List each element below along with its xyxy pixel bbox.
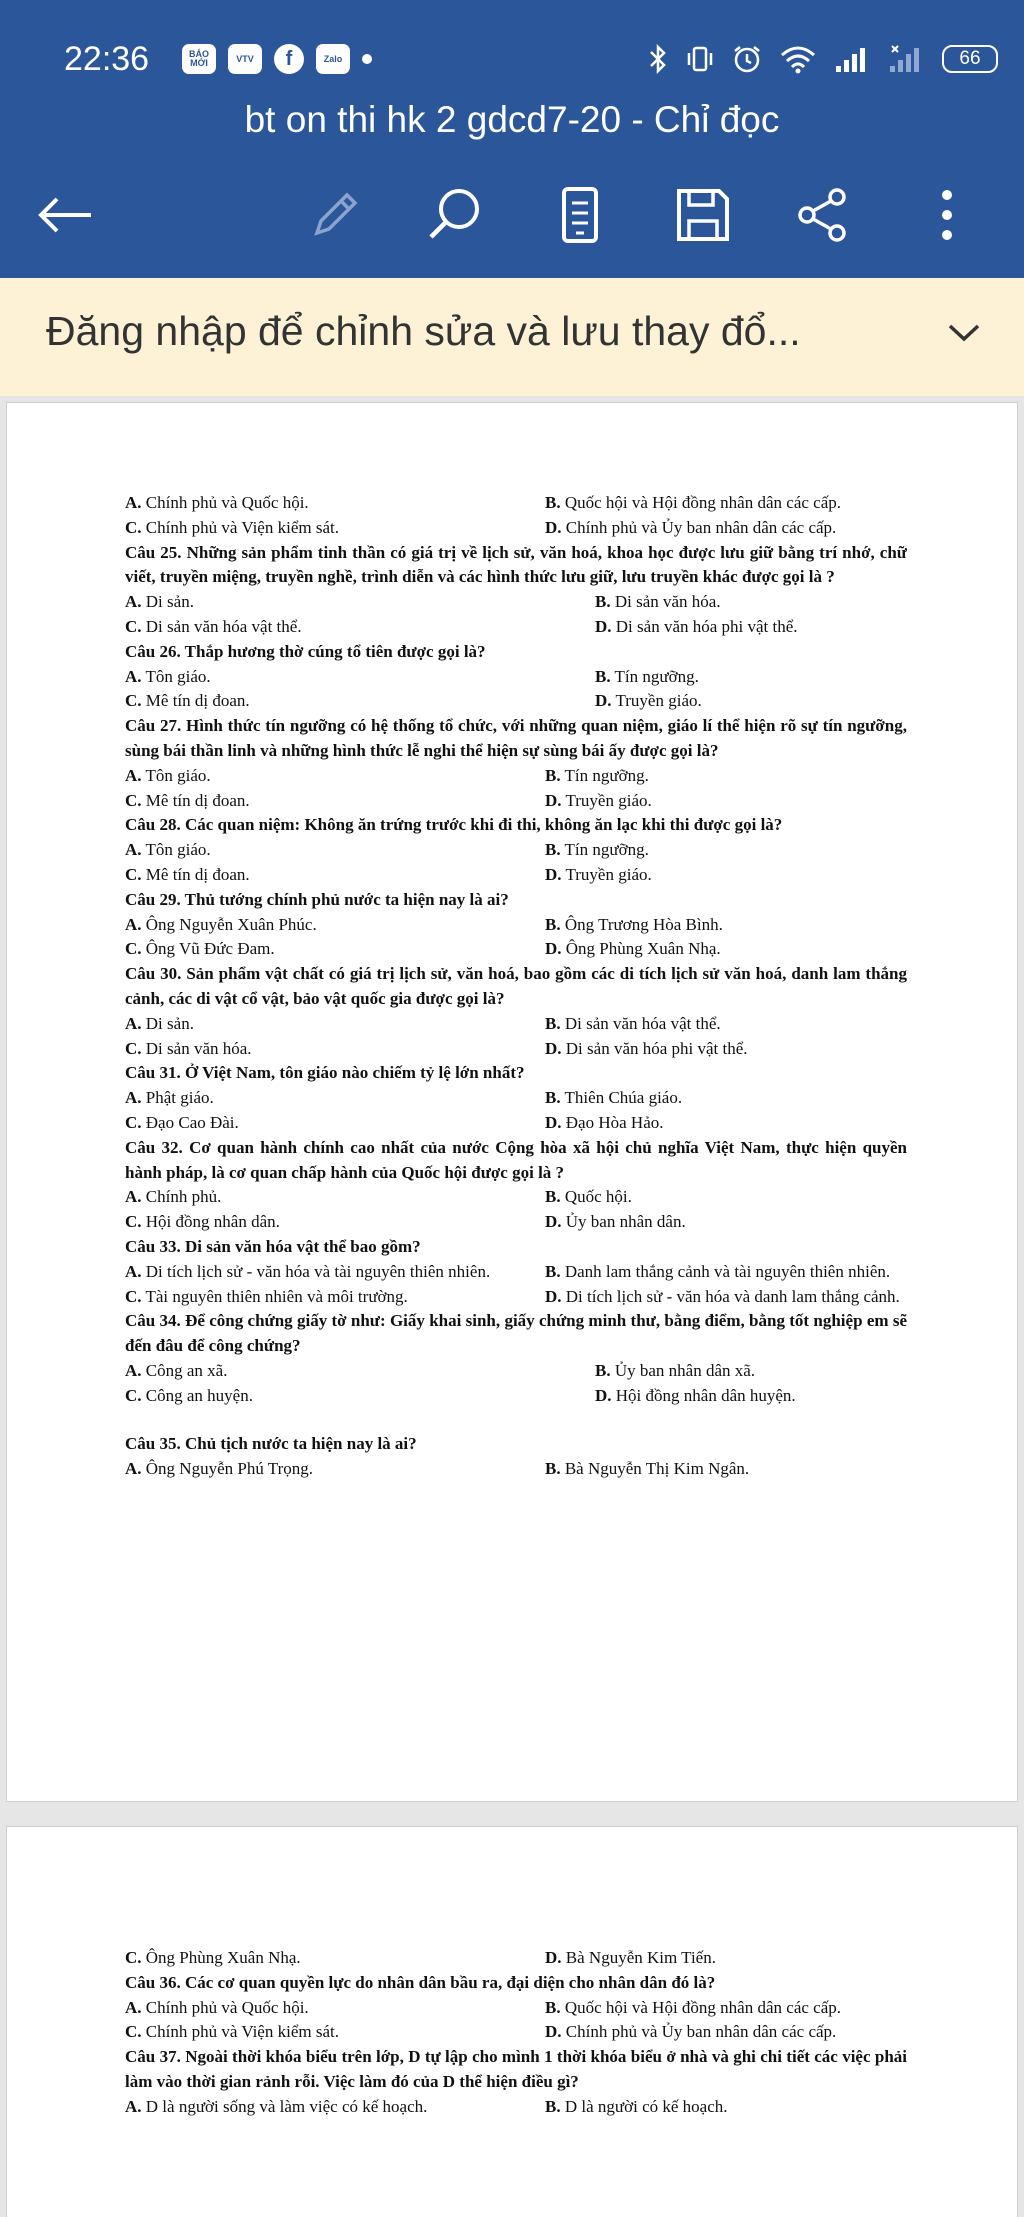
alarm-icon: [732, 44, 762, 74]
answer-options-row: [125, 1012, 907, 1037]
question-text: Câu 34. Để công chứng giấy tờ như: Giấy khai sinh, giấy chứng minh thư, bằng điểm, bằng tốt nghiệp em sẽ đến đâu để công chứng?: [125, 1311, 907, 1356]
answer-option-text: D là người sống và làm việc có kế hoạch.: [145, 2096, 428, 2116]
answer-option-letter: C.: [125, 1038, 142, 1058]
answer-option-text: Hội đồng nhân dân huyện.: [615, 1385, 796, 1405]
answer-option: [545, 764, 907, 789]
answer-option: [125, 1457, 545, 1482]
question-text: Câu 32. Cơ quan hành chính cao nhất của nước Cộng hòa xã hội chủ nghĩa Việt Nam, thực hiện quyền hành pháp, là cơ quan chấp hành của Quốc hội được gọi là ?: [125, 1137, 907, 1182]
answer-option-letter: C.: [125, 1286, 142, 1306]
answer-option-text: Chính phủ và Ủy ban nhân dân các cấp.: [565, 517, 837, 537]
answer-option-letter: D.: [545, 1112, 562, 1132]
answer-option: [595, 689, 907, 714]
answer-option-text: Thiên Chúa giáo.: [564, 1088, 683, 1108]
answer-option: [125, 491, 545, 516]
question-text: Câu 25. Những sản phẩm tinh thần có giá trị về lịch sử, văn hoá, khoa học được lưu giữ bằng trí nhớ, chữ viết, truyền miệng, truyền nghề, trình diễn và các hình thức lưu giữ, lưu truyền khác được gọi là ?: [125, 542, 907, 587]
mobile-view-icon[interactable]: [545, 180, 615, 250]
answer-options-row: [125, 1384, 907, 1409]
answer-options-row: [125, 1285, 907, 1310]
answer-option: [545, 491, 907, 516]
answer-option-letter: A.: [125, 1013, 142, 1033]
answer-option-letter: C.: [125, 616, 142, 636]
answer-option-letter: B.: [545, 1997, 561, 2017]
answer-option: [595, 665, 907, 690]
answer-option-text: Danh lam thắng cảnh và tài nguyên thiên nhiên.: [564, 1261, 891, 1281]
answer-option-letter: C.: [125, 939, 142, 959]
answer-option-text: Ủy ban nhân dân.: [565, 1212, 686, 1232]
answer-options-row: [125, 838, 907, 863]
answer-option: [125, 1037, 545, 1062]
answer-option: [545, 1946, 907, 1971]
answer-option-text: Tín ngưỡng.: [564, 765, 649, 785]
answer-option-text: Ông Vũ Đức Đam.: [145, 939, 275, 959]
answer-option-text: Di tích lịch sử - văn hóa và tài nguyên thiên nhiên.: [145, 1261, 491, 1281]
edit-pencil-icon[interactable]: [300, 180, 370, 250]
answer-option-letter: A.: [125, 592, 142, 612]
answer-options-row: [125, 1946, 907, 1971]
answer-option-text: Mê tín dị đoan.: [145, 691, 250, 711]
answer-options-row: [125, 1996, 907, 2021]
answer-option: [125, 590, 595, 615]
answer-options-row: [125, 665, 907, 690]
answer-option-letter: B.: [545, 493, 561, 512]
answer-option-text: Chính phủ.: [145, 1187, 222, 1207]
answer-option: [125, 689, 595, 714]
answer-option: [545, 789, 907, 814]
answer-option-text: Di sản.: [145, 1013, 194, 1033]
answer-option-letter: B.: [595, 592, 611, 612]
answer-option: [125, 2095, 545, 2120]
answer-option-text: Di sản.: [145, 592, 194, 612]
answer-option-letter: D.: [545, 864, 562, 884]
answer-option-letter: B.: [545, 840, 561, 860]
answer-option: [125, 516, 545, 541]
answer-option-text: Di sản văn hóa vật thể.: [145, 616, 302, 636]
answer-option-letter: D.: [595, 691, 612, 711]
answer-option-letter: A.: [125, 493, 142, 512]
answer-option-text: Chính phủ và Viện kiểm sát.: [145, 2022, 339, 2042]
answer-option-text: Truyền giáo.: [565, 790, 652, 810]
wifi-icon: [780, 44, 816, 74]
answer-option-letter: D.: [595, 616, 612, 636]
app-toolbar: [0, 150, 1024, 278]
answer-option: [125, 1996, 545, 2021]
answer-option-letter: D.: [545, 2022, 562, 2042]
answer-option: [125, 937, 545, 962]
answer-option: [125, 1111, 545, 1136]
answer-option-letter: A.: [125, 1261, 142, 1281]
answer-options-row: [125, 491, 907, 516]
answer-option: [125, 1285, 545, 1310]
answer-options-row: [125, 1210, 907, 1235]
answer-options-row: [125, 2020, 907, 2045]
answer-option: [545, 1185, 907, 1210]
battery-indicator: 66: [942, 45, 998, 73]
document-title: bt on thi hk 2 gdcd7-20 - Chỉ đọc: [0, 90, 1024, 150]
answer-option-letter: D.: [595, 1385, 612, 1405]
answer-option: [125, 764, 545, 789]
paragraph-spacer: [125, 1408, 907, 1432]
question-text: Câu 36. Các cơ quan quyền lực do nhân dân bầu ra, đại diện cho nhân dân đó là?: [125, 1972, 716, 1992]
signal-weak-icon: [888, 44, 924, 74]
clock: 22:36: [64, 40, 150, 78]
answer-option-text: Chính phủ và Viện kiểm sát.: [145, 517, 339, 537]
answer-option: [545, 1285, 907, 1310]
answer-option-letter: D.: [545, 1038, 562, 1058]
answer-option: [545, 1086, 907, 1111]
answer-option-letter: B.: [595, 666, 611, 686]
answer-option-letter: C.: [125, 517, 142, 537]
question-text: Câu 30. Sản phẩm vật chất có giá trị lịch sử, văn hoá, bao gồm các di tích lịch sử văn hoá, danh lam thắng cảnh, các di vật cổ vật, bảo vật quốc gia được gọi là?: [125, 964, 907, 1008]
answer-option-text: Chính phủ và Ủy ban nhân dân các cấp.: [565, 2022, 837, 2042]
answer-option-text: Ông Trương Hòa Bình.: [564, 914, 723, 934]
answer-option: [125, 1012, 545, 1037]
answer-option: [545, 937, 907, 962]
answer-option-letter: C.: [125, 691, 142, 711]
zalo-icon: Zalo: [316, 44, 350, 74]
answer-options-row: [125, 863, 907, 888]
answer-option-text: Di tích lịch sử - văn hóa và danh lam thắng cảnh.: [565, 1286, 900, 1306]
answer-option-text: Chính phủ và Quốc hội.: [145, 493, 309, 512]
answer-options-row: [125, 764, 907, 789]
answer-option-letter: B.: [545, 1013, 561, 1033]
answer-option-text: Tài nguyên thiên nhiên và môi trường.: [145, 1286, 408, 1306]
answer-option-text: Mê tín dị đoan.: [145, 864, 250, 884]
vibrate-icon: [686, 44, 714, 74]
answer-option-letter: D.: [545, 939, 562, 959]
answer-option-text: Ủy ban nhân dân xã.: [614, 1360, 756, 1380]
search-icon[interactable]: [420, 180, 490, 250]
answer-option: [125, 1359, 595, 1384]
answer-option-letter: B.: [545, 1187, 561, 1207]
answer-option-letter: A.: [125, 1088, 142, 1108]
answer-option-text: Di sản văn hóa phi vật thể.: [565, 1038, 748, 1058]
system-icons: [648, 44, 998, 74]
answer-options-row: [125, 1260, 907, 1285]
answer-options-row: [125, 1111, 907, 1136]
answer-option: [545, 2020, 907, 2045]
answer-option-letter: B.: [545, 1088, 561, 1108]
answer-option: [545, 1260, 907, 1285]
answer-option-letter: A.: [125, 666, 142, 686]
answer-option: [545, 913, 907, 938]
page-2-content: [125, 1946, 907, 2120]
answer-option: [125, 1384, 595, 1409]
answer-option-letter: D.: [545, 790, 562, 810]
answer-option: [545, 838, 907, 863]
answer-options-row: [125, 615, 907, 640]
answer-option-text: Công an xã.: [145, 1360, 228, 1380]
answer-option: [125, 1185, 545, 1210]
answer-option-letter: C.: [125, 1112, 142, 1132]
answer-option-text: Đạo Cao Đài.: [145, 1112, 239, 1132]
answer-option-text: Hội đồng nhân dân.: [145, 1212, 280, 1232]
answer-option-letter: C.: [125, 864, 142, 884]
answer-option-text: Bà Nguyễn Kim Tiến.: [565, 1948, 716, 1967]
answer-option: [125, 1260, 545, 1285]
answer-option-letter: C.: [125, 790, 142, 810]
notification-icons: [182, 44, 372, 74]
answer-option-text: Tôn giáo.: [145, 840, 211, 860]
answer-option: [595, 590, 907, 615]
question-text: Câu 26. Thắp hương thờ cúng tổ tiên được gọi là?: [125, 641, 486, 661]
answer-option: [595, 1384, 907, 1409]
answer-option-text: Di sản văn hóa.: [145, 1038, 252, 1058]
answer-option-text: Di sản văn hóa.: [614, 592, 721, 612]
answer-options-row: [125, 789, 907, 814]
answer-options-row: [125, 516, 907, 541]
vtv-icon: VTV: [228, 44, 262, 74]
answer-option: [125, 838, 545, 863]
answer-option-letter: A.: [125, 1187, 142, 1207]
more-notifications-dot: [362, 54, 372, 64]
baomoi-icon: BÁO MỚI: [182, 44, 216, 74]
answer-option-letter: B.: [595, 1360, 611, 1380]
signal-icon: [834, 44, 870, 74]
answer-option-text: Truyền giáo.: [615, 691, 702, 711]
answer-options-row: [125, 1185, 907, 1210]
answer-option: [125, 1086, 545, 1111]
answer-option-text: D là người có kế hoạch.: [564, 2096, 728, 2116]
answer-option-letter: A.: [125, 2096, 142, 2116]
answer-option: [125, 913, 545, 938]
answer-options-row: [125, 1037, 907, 1062]
answer-options-row: [125, 2095, 907, 2120]
answer-option-text: Di sản văn hóa phi vật thể.: [615, 616, 798, 636]
answer-option: [545, 1210, 907, 1235]
answer-option: [125, 863, 545, 888]
status-bar: [0, 0, 1024, 90]
question-text: Câu 35. Chủ tịch nước ta hiện nay là ai?: [125, 1434, 417, 1454]
question-text: Câu 33. Di sản văn hóa vật thể bao gồm?: [125, 1236, 421, 1256]
answer-option: [125, 789, 545, 814]
question-text: Câu 27. Hình thức tín ngưỡng có hệ thống tổ chức, với những quan niệm, giáo lí thể hiện rõ sự tín ngưỡng, sùng bái thần linh và những hình thức lễ nghi thể hiện sự sùng bái ấy được gọi là?: [125, 716, 907, 760]
answer-option-letter: A.: [125, 1459, 142, 1479]
back-arrow-icon[interactable]: [30, 180, 100, 250]
answer-option-letter: A.: [125, 1997, 142, 2017]
document-page-1: [6, 402, 1018, 1802]
answer-options-row: [125, 913, 907, 938]
answer-option-letter: D.: [545, 1948, 562, 1967]
answer-option-text: Phật giáo.: [145, 1088, 214, 1108]
answer-option-text: Bà Nguyễn Thị Kim Ngân.: [564, 1459, 750, 1479]
answer-option-letter: D.: [545, 517, 562, 537]
question-text: Câu 37. Ngoài thời khóa biểu trên lớp, D tự lập cho mình 1 thời khóa biểu ở nhà và ghi chi tiết các việc phải làm vào thời gian rảnh rỗi. Việc làm đó của D thể hiện điều gì?: [125, 2047, 907, 2091]
answer-option-letter: B.: [545, 2096, 561, 2116]
question-text: Câu 31. Ở Việt Nam, tôn giáo nào chiếm tỷ lệ lớn nhất?: [125, 1063, 525, 1083]
answer-option-letter: B.: [545, 765, 561, 785]
answer-option-letter: D.: [545, 1286, 562, 1306]
answer-option-letter: C.: [125, 1212, 142, 1232]
answer-option-text: Công an huyện.: [145, 1385, 253, 1405]
answer-option-letter: C.: [125, 2022, 142, 2042]
answer-option-text: Tín ngưỡng.: [614, 666, 699, 686]
answer-option: [545, 1457, 907, 1482]
answer-option: [545, 863, 907, 888]
answer-option: [125, 1210, 545, 1235]
answer-option-text: Đạo Hòa Hảo.: [565, 1112, 664, 1132]
answer-option-letter: A.: [125, 1360, 142, 1380]
answer-options-row: [125, 1086, 907, 1111]
chevron-down-icon[interactable]: [944, 312, 984, 357]
answer-option-letter: C.: [125, 1385, 142, 1405]
answer-option-text: Mê tín dị đoan.: [145, 790, 250, 810]
answer-options-row: [125, 689, 907, 714]
answer-option-letter: A.: [125, 765, 142, 785]
answer-option-letter: A.: [125, 914, 142, 934]
answer-option-text: Quốc hội.: [564, 1187, 632, 1207]
sign-in-banner[interactable]: [0, 278, 1024, 396]
answer-option-text: Ông Nguyễn Xuân Phúc.: [145, 914, 317, 934]
answer-option-letter: D.: [545, 1212, 562, 1232]
answer-option-text: Quốc hội và Hội đồng nhân dân các cấp.: [564, 493, 842, 512]
answer-option: [545, 1996, 907, 2021]
bluetooth-icon: [648, 44, 668, 74]
answer-option: [545, 1037, 907, 1062]
answer-option: [125, 2020, 545, 2045]
question-text: Câu 28. Các quan niệm: Không ăn trứng trước khi đi thi, không ăn lạc khi thi được gọi là?: [125, 815, 783, 835]
share-icon[interactable]: [788, 180, 858, 250]
answer-option-letter: B.: [545, 1261, 561, 1281]
page-1-content: [125, 491, 907, 1482]
answer-option: [125, 615, 595, 640]
answer-options-row: [125, 937, 907, 962]
answer-option: [545, 1111, 907, 1136]
answer-option-text: Truyền giáo.: [565, 864, 652, 884]
question-text: Câu 29. Thủ tướng chính phủ nước ta hiện nay là ai?: [125, 889, 509, 909]
sign-in-banner-text: Đăng nhập để chỉnh sửa và lưu thay đổ...: [46, 308, 801, 354]
answer-option-letter: A.: [125, 840, 142, 860]
answer-options-row: [125, 1359, 907, 1384]
answer-option-letter: B.: [545, 914, 561, 934]
answer-option-text: Di sản văn hóa vật thể.: [564, 1013, 721, 1033]
answer-option-text: Ông Phùng Xuân Nhạ.: [565, 939, 721, 959]
answer-options-row: [125, 590, 907, 615]
answer-option: [125, 665, 595, 690]
facebook-icon: f: [274, 44, 304, 74]
answer-option-text: Chính phủ và Quốc hội.: [145, 1997, 309, 2017]
answer-option-text: Tôn giáo.: [145, 765, 211, 785]
answer-option-text: Quốc hội và Hội đồng nhân dân các cấp.: [564, 1997, 842, 2017]
answer-option: [545, 516, 907, 541]
answer-option: [595, 1359, 907, 1384]
answer-option: [125, 1946, 545, 1971]
answer-option-text: Tôn giáo.: [145, 666, 211, 686]
document-page-2: [6, 1826, 1018, 2217]
answer-option-letter: C.: [125, 1948, 142, 1967]
save-icon[interactable]: [668, 180, 738, 250]
answer-option-text: Ông Phùng Xuân Nhạ.: [145, 1948, 301, 1967]
answer-option: [545, 2095, 907, 2120]
answer-option-text: Tín ngưỡng.: [564, 840, 649, 860]
more-icon[interactable]: [912, 180, 982, 250]
answer-option: [595, 615, 907, 640]
answer-options-row: [125, 1457, 907, 1482]
answer-option: [545, 1012, 907, 1037]
answer-option-letter: B.: [545, 1459, 561, 1479]
answer-option-text: Ông Nguyễn Phú Trọng.: [145, 1459, 313, 1479]
